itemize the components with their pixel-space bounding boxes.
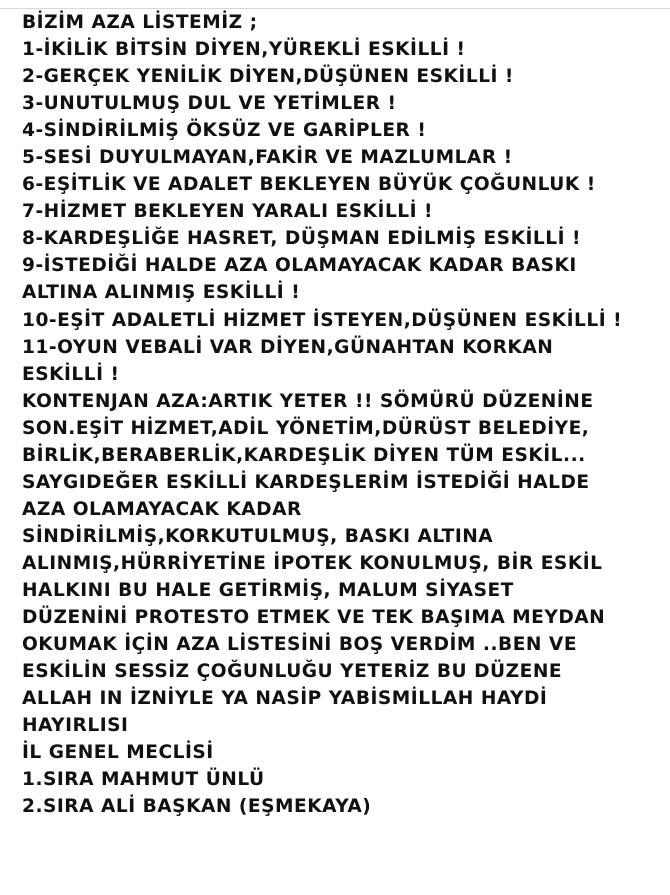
text-line: 2-GERÇEK YENİLİK DİYEN,DÜŞÜNEN ESKİLLİ ! bbox=[22, 66, 514, 88]
text-line: SİNDİRİLMİŞ,KORKUTULMUŞ, BASKI ALTINA bbox=[22, 525, 494, 547]
text-line: 8-KARDEŞLİĞE HASRET, DÜŞMAN EDİLMİŞ ESKİLLİ ! bbox=[22, 228, 581, 250]
text-line: ALLAH IN İZNİYLE YA NASİP YABİSMİLLAH HAYDİ bbox=[22, 688, 548, 710]
text-line: ESKİLİN SESSİZ ÇOĞUNLUĞU YETERİZ BU DÜZENE bbox=[22, 661, 563, 683]
text-line: İL GENEL MECLİSİ bbox=[22, 742, 214, 764]
text-line: HALKINI BU HALE GETİRMİŞ, MALUM SİYASET bbox=[22, 579, 514, 601]
text-line: ALTINA ALINMIŞ ESKİLLİ ! bbox=[22, 282, 301, 304]
text-line: SON.EŞİT HİZMET,ADİL YÖNETİM,DÜRÜST BELEDİYE, bbox=[22, 417, 590, 439]
text-line: 7-HİZMET BEKLEYEN YARALI ESKİLLİ ! bbox=[22, 201, 434, 223]
text-line: SAYGIDEĞER ESKİLLİ KARDEŞLERİM İSTEDİĞİ HALDE bbox=[22, 471, 590, 493]
text-line: 1.SIRA MAHMUT ÜNLÜ bbox=[22, 769, 265, 791]
text-line: DÜZENİNİ PROTESTO ETMEK VE TEK BAŞIMA MEYDAN bbox=[22, 607, 606, 629]
text-line: 1-İKİLİK BİTSİN DİYEN,YÜREKLİ ESKİLLİ ! bbox=[22, 39, 466, 61]
text-line: ALINMIŞ,HÜRRİYETİNE İPOTEK KONULMUŞ, BİR ESKİL bbox=[22, 552, 603, 574]
text-line: 3-UNUTULMUŞ DUL VE YETİMLER ! bbox=[22, 93, 397, 115]
text-line: ESKİLLİ ! bbox=[22, 363, 120, 385]
text-line: HAYIRLISI bbox=[22, 715, 129, 737]
text-line: 4-SİNDİRİLMİŞ ÖKSÜZ VE GARİPLER ! bbox=[22, 120, 427, 142]
text-line: OKUMAK İÇİN AZA LİSTESİNİ BOŞ VERDİM ..BEN VE bbox=[22, 634, 578, 656]
text-line: BİRLİK,BERABERLİK,KARDEŞLİK DİYEN TÜM ESKİL... bbox=[22, 444, 586, 466]
text-line: 2.SIRA ALİ BAŞKAN (EŞMEKAYA) bbox=[22, 796, 372, 818]
text-line: 11-OYUN VEBALİ VAR DİYEN,GÜNAHTAN KORKAN bbox=[22, 336, 554, 358]
text-line: 9-İSTEDİĞİ HALDE AZA OLAMAYACAK KADAR BASKI bbox=[22, 255, 577, 277]
text-line: AZA OLAMAYACAK KADAR bbox=[22, 498, 302, 520]
post-text-body bbox=[22, 9, 667, 820]
text-line: 10-EŞİT ADALETLİ HİZMET İSTEYEN,DÜŞÜNEN ESKİLLİ ! bbox=[22, 309, 623, 331]
text-line: 5-SESİ DUYULMAYAN,FAKİR VE MAZLUMLAR ! bbox=[22, 147, 513, 169]
text-line: 6-EŞİTLİK VE ADALET BEKLEYEN BÜYÜK ÇOĞUNLUK ! bbox=[22, 174, 596, 196]
text-line: KONTENJAN AZA:ARTIK YETER !! SÖMÜRÜ DÜZENİNE bbox=[22, 390, 594, 412]
text-line-heading: BİZİM AZA LİSTEMİZ ; bbox=[22, 12, 258, 33]
